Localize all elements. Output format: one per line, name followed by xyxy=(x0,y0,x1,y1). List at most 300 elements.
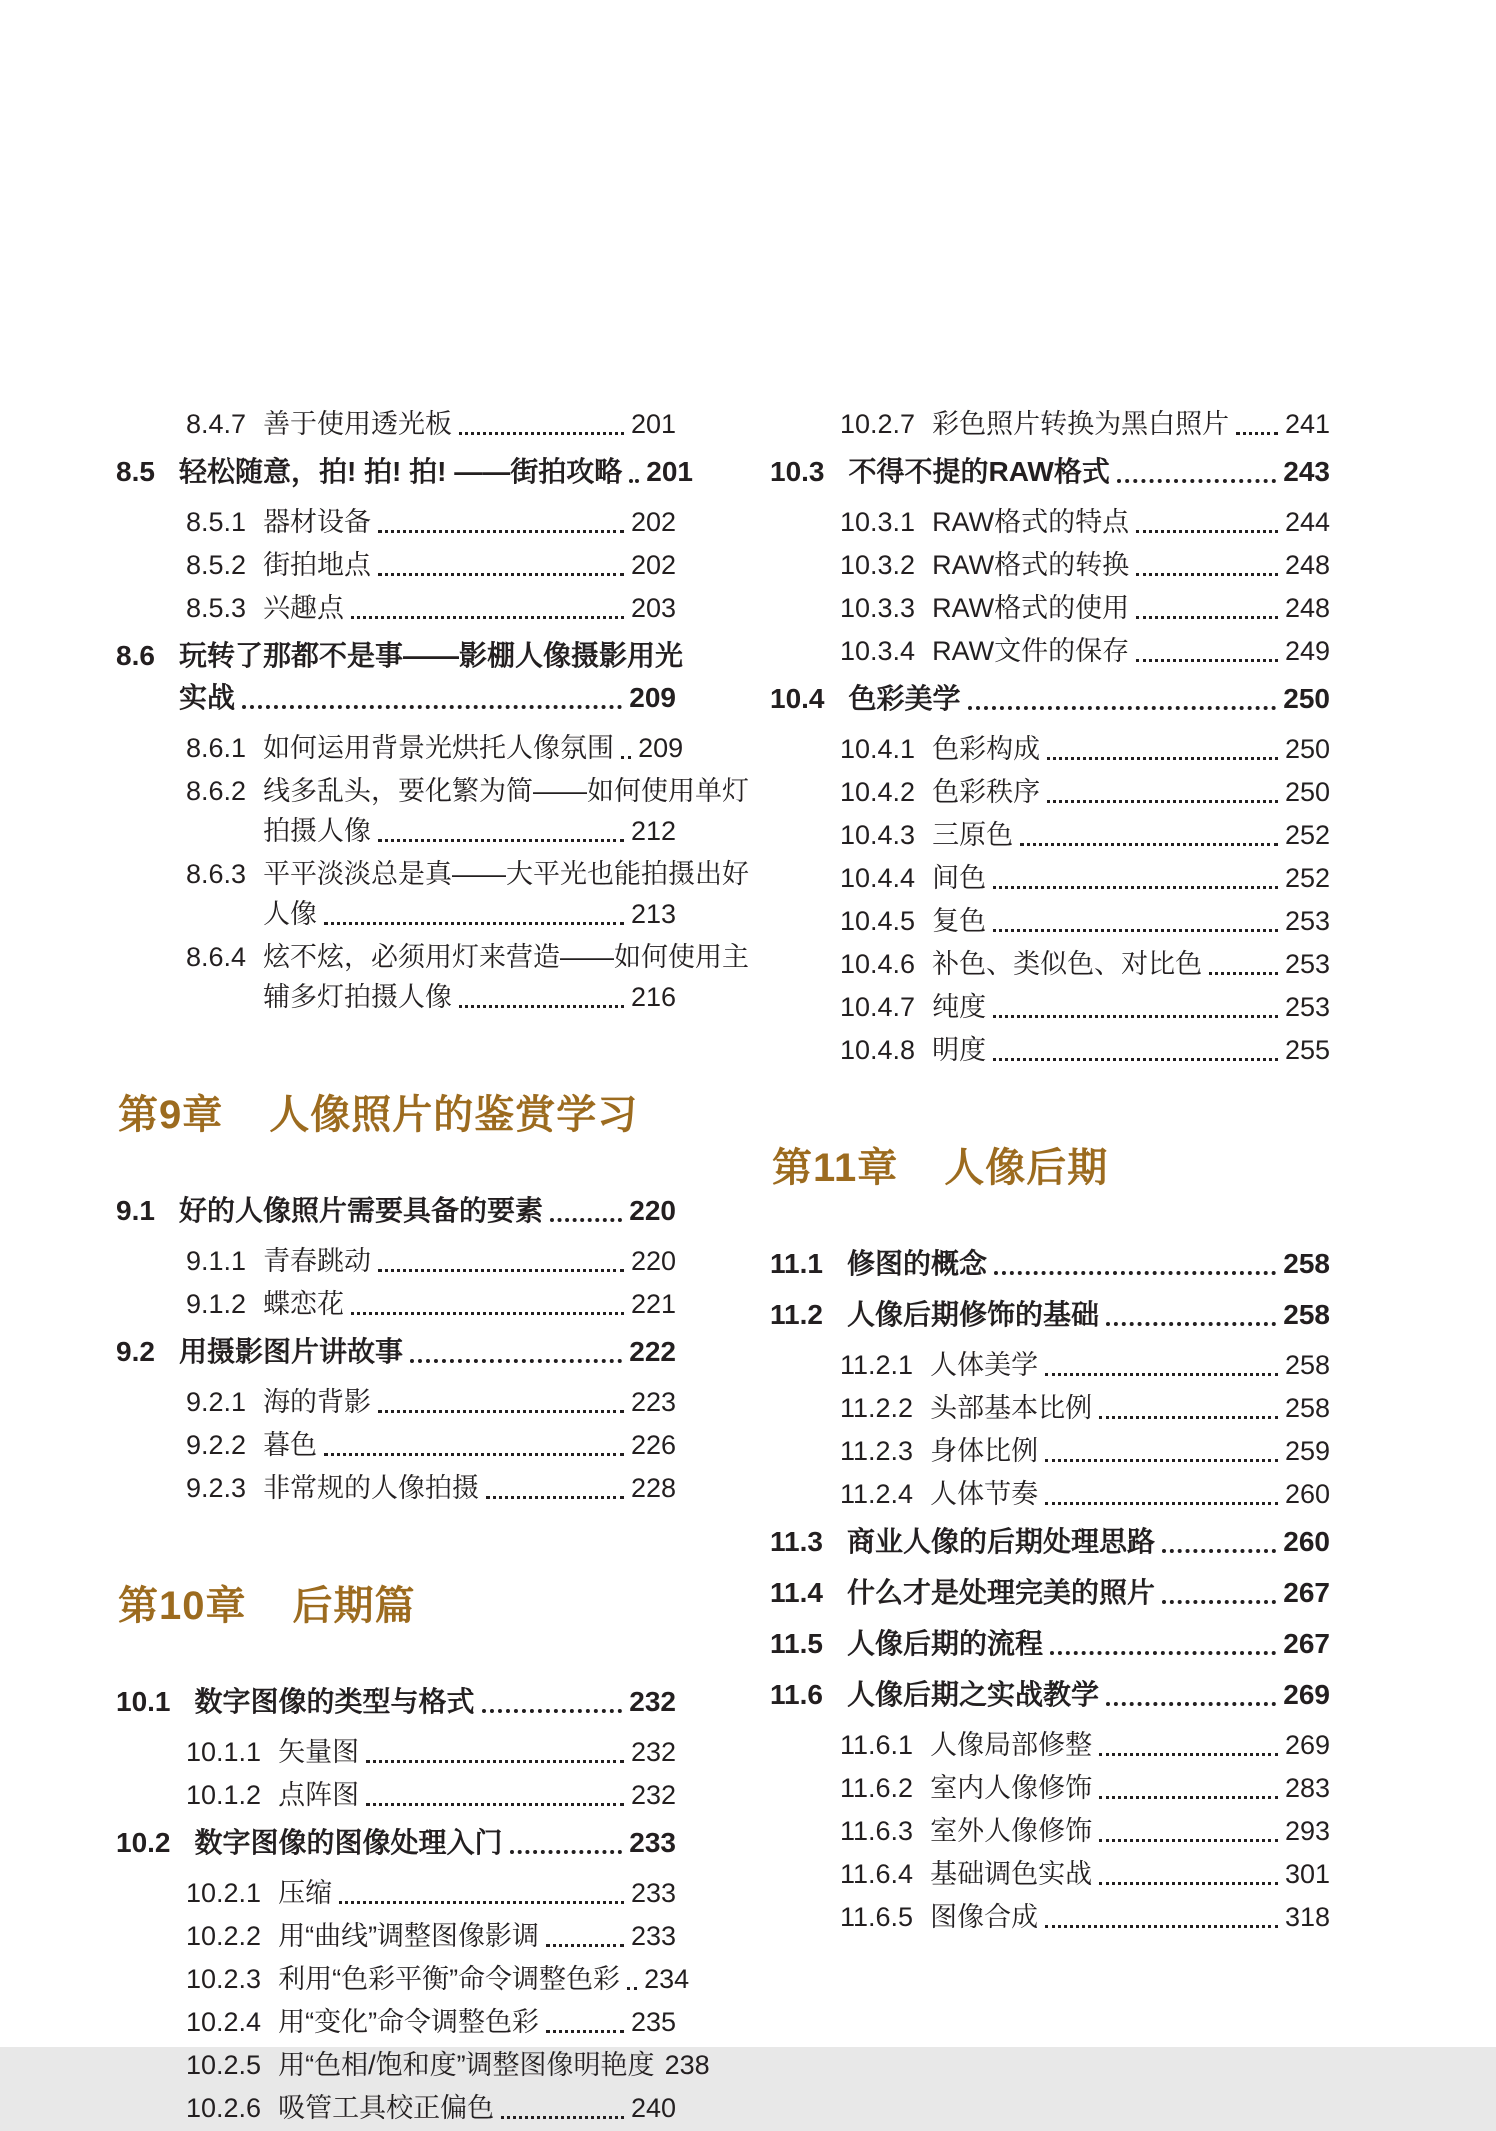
dot-leader xyxy=(242,705,622,709)
entry-number: 11.6.2 xyxy=(840,1773,914,1803)
page-number: 233 xyxy=(629,1827,676,1858)
dot-leader xyxy=(1162,1600,1276,1604)
entry-title: 人体美学 xyxy=(930,1350,1039,1380)
entry-title: 人像后期修饰的基础 xyxy=(846,1299,1099,1330)
toc-entry xyxy=(770,1294,1330,1336)
entry-line xyxy=(932,944,1330,984)
toc-column-left xyxy=(116,404,750,2131)
entry-line xyxy=(932,502,1330,542)
entry-body xyxy=(278,1775,676,1815)
page-number: 203 xyxy=(630,593,676,623)
dot-leader xyxy=(546,2030,624,2033)
dot-leader xyxy=(378,530,624,533)
entry-title: 器材设备 xyxy=(263,507,372,537)
dot-leader xyxy=(993,886,1278,889)
page-number: 253 xyxy=(1284,906,1330,936)
page-number: 252 xyxy=(1284,863,1330,893)
entry-body xyxy=(930,1345,1330,1385)
dot-leader xyxy=(501,2116,624,2119)
entry-number: 10.2.7 xyxy=(840,409,916,439)
toc-entry xyxy=(770,678,1330,720)
toc-entry xyxy=(840,1854,1330,1894)
entry-body xyxy=(849,678,1331,720)
entry-title: 数字图像的类型与格式 xyxy=(194,1686,475,1717)
entry-number: 10.4.3 xyxy=(840,820,916,850)
dot-leader xyxy=(1236,432,1278,435)
page-number: 249 xyxy=(1284,636,1330,666)
entry-line xyxy=(847,1294,1330,1336)
entry-line xyxy=(195,1822,677,1864)
dot-leader xyxy=(550,1218,622,1222)
entry-body xyxy=(930,1768,1330,1808)
entry-number: 10.1.1 xyxy=(186,1737,262,1767)
page-number: 248 xyxy=(1284,550,1330,580)
dot-leader xyxy=(1136,573,1278,576)
toc-entry xyxy=(186,2002,676,2042)
entry-number: 10.4.6 xyxy=(840,949,916,979)
page-number: 222 xyxy=(629,1336,676,1367)
entry-line xyxy=(932,588,1330,628)
entry-title: 数字图像的图像处理入门 xyxy=(194,1827,503,1858)
entry-body xyxy=(263,1284,676,1324)
toc-entry xyxy=(840,1768,1330,1808)
entry-body xyxy=(930,1388,1330,1428)
dot-leader xyxy=(1136,616,1278,619)
toc-entry xyxy=(840,631,1330,671)
entry-number: 11.6.4 xyxy=(840,1859,914,1889)
entry-title: 暮色 xyxy=(263,1430,318,1460)
dot-leader xyxy=(1162,1549,1276,1553)
dot-leader xyxy=(1050,1651,1276,1655)
page-number: 293 xyxy=(1284,1816,1330,1846)
entry-body xyxy=(932,545,1330,585)
dot-leader xyxy=(993,1015,1278,1018)
entry-line xyxy=(263,588,676,628)
entry-body xyxy=(278,2002,676,2042)
entry-body xyxy=(263,937,750,1017)
entry-body xyxy=(263,728,684,768)
entry-line xyxy=(195,1681,677,1723)
entry-title: 什么才是处理完美的照片 xyxy=(846,1577,1155,1608)
toc-entry xyxy=(186,1241,676,1281)
entry-body xyxy=(847,1572,1330,1614)
entry-title: 修图的概念 xyxy=(846,1248,987,1279)
entry-number: 11.6 xyxy=(770,1679,823,1710)
entry-title: 实战 xyxy=(178,682,235,713)
toc-column-right xyxy=(770,404,1330,1940)
entry-number: 10.4.2 xyxy=(840,777,916,807)
toc-entry xyxy=(116,451,693,493)
entry-title: 彩色照片转换为黑白照片 xyxy=(932,409,1230,439)
entry-line xyxy=(263,977,676,1017)
page-number: 258 xyxy=(1284,1393,1330,1423)
entry-line xyxy=(263,1284,676,1324)
entry-line xyxy=(930,1388,1330,1428)
entry-line xyxy=(278,2045,710,2085)
entry-number: 8.5 xyxy=(116,456,155,487)
dot-leader xyxy=(1136,659,1278,662)
toc-entry xyxy=(840,987,1330,1027)
entry-body xyxy=(263,1241,676,1281)
entry-number: 10.4.8 xyxy=(840,1035,916,1065)
entry-title: 非常规的人像拍摄 xyxy=(263,1473,480,1503)
page-number: 233 xyxy=(630,1921,676,1951)
entry-body xyxy=(179,1331,676,1373)
entry-line xyxy=(179,677,676,719)
entry-line xyxy=(849,451,1331,493)
page-number: 258 xyxy=(1284,1350,1330,1380)
entry-number: 11.2.4 xyxy=(840,1479,914,1509)
page-number: 240 xyxy=(630,2093,676,2123)
page-number: 250 xyxy=(1283,683,1330,714)
entry-line xyxy=(263,545,676,585)
entry-title: 吸管工具校正偏色 xyxy=(278,2093,495,2123)
page-number: 201 xyxy=(646,456,693,487)
page-number: 233 xyxy=(630,1878,676,1908)
entry-title: 玩转了那都不是事——影棚人像摄影用光 xyxy=(178,640,683,671)
entry-line xyxy=(930,1897,1330,1937)
dot-leader xyxy=(324,1453,624,1456)
toc-entry xyxy=(840,588,1330,628)
entry-line xyxy=(263,1382,676,1422)
page-number: 269 xyxy=(1283,1679,1330,1710)
entry-body xyxy=(178,635,683,719)
entry-title: 好的人像照片需要具备的要素 xyxy=(178,1195,543,1226)
entry-number: 11.6.5 xyxy=(840,1902,914,1932)
entry-title: 用“曲线”调整图像影调 xyxy=(278,1921,540,1951)
toc-entry xyxy=(770,1521,1330,1563)
entry-body xyxy=(195,1681,677,1723)
toc-entry xyxy=(116,1822,676,1864)
entry-number: 8.6.1 xyxy=(186,733,247,763)
toc-entry xyxy=(840,901,1330,941)
entry-body xyxy=(263,771,750,851)
chapter-title: 后期篇 xyxy=(292,1584,416,1628)
page-number: 259 xyxy=(1284,1436,1330,1466)
entry-title: 三原色 xyxy=(932,820,1014,850)
entry-body xyxy=(847,1243,1330,1285)
page-number: 267 xyxy=(1283,1628,1330,1659)
entry-title: 街拍地点 xyxy=(263,550,372,580)
entry-title: 色彩美学 xyxy=(848,683,961,714)
entry-body xyxy=(278,2088,676,2128)
entry-number: 8.5.3 xyxy=(186,593,247,623)
entry-number: 11.2 xyxy=(770,1299,823,1330)
entry-line xyxy=(278,1873,676,1913)
entry-title: 轻松随意，拍! 拍! 拍! ——街拍攻略 xyxy=(178,456,623,487)
entry-body xyxy=(930,1725,1330,1765)
entry-line xyxy=(178,635,683,677)
entry-body xyxy=(263,588,676,628)
toc-entry xyxy=(186,404,676,444)
dot-leader xyxy=(378,573,624,576)
toc-entry xyxy=(840,1725,1330,1765)
toc-entry xyxy=(840,1811,1330,1851)
entry-number: 10.1.2 xyxy=(186,1780,262,1810)
entry-title: 基础调色实战 xyxy=(930,1859,1093,1889)
entry-title: 压缩 xyxy=(278,1878,333,1908)
entry-line xyxy=(932,729,1330,769)
entry-title: 平平淡淡总是真——大平光也能拍摄出好 xyxy=(263,859,750,889)
toc-entry xyxy=(186,1425,676,1465)
page-number: 209 xyxy=(629,682,676,713)
page-number: 213 xyxy=(630,899,676,929)
entry-line xyxy=(263,811,676,851)
entry-line xyxy=(847,1623,1330,1665)
entry-line xyxy=(278,1916,676,1956)
dot-leader xyxy=(1020,843,1278,846)
entry-title: 拍摄人像 xyxy=(263,816,372,846)
toc-entry xyxy=(840,1431,1330,1471)
entry-line xyxy=(930,1811,1330,1851)
page-number: 260 xyxy=(1283,1526,1330,1557)
entry-title: 兴趣点 xyxy=(263,593,345,623)
chapter-number: 第9章 xyxy=(118,1093,224,1137)
entry-line xyxy=(930,1768,1330,1808)
entry-title: 补色、类似色、对比色 xyxy=(932,949,1203,979)
entry-body xyxy=(932,858,1330,898)
dot-leader xyxy=(378,839,624,842)
entry-title: 线多乱头，要化繁为简——如何使用单灯 xyxy=(263,776,750,806)
entry-line xyxy=(932,772,1330,812)
entry-line xyxy=(263,771,750,811)
entry-number: 10.4.5 xyxy=(840,906,916,936)
toc-entry xyxy=(186,2088,676,2128)
entry-title: 蝶恋花 xyxy=(263,1289,345,1319)
entry-line xyxy=(179,1190,676,1232)
page-number: 244 xyxy=(1284,507,1330,537)
entry-title: 人像后期的流程 xyxy=(846,1628,1043,1659)
entry-number: 10.3.2 xyxy=(840,550,916,580)
toc-entry xyxy=(186,1468,676,1508)
chapter-heading xyxy=(772,1136,1330,1193)
dot-leader xyxy=(324,922,624,925)
toc-entry xyxy=(840,1030,1330,1070)
toc-entry xyxy=(186,771,750,851)
entry-title: RAW文件的保存 xyxy=(932,636,1130,666)
entry-line xyxy=(278,1732,676,1772)
entry-body xyxy=(932,588,1330,628)
page-number: 269 xyxy=(1284,1730,1330,1760)
dot-leader xyxy=(1099,1416,1278,1419)
entry-line xyxy=(932,1030,1330,1070)
page-number: 216 xyxy=(630,982,676,1012)
entry-body xyxy=(932,404,1330,444)
entry-body xyxy=(263,1468,676,1508)
dot-leader xyxy=(1099,1753,1278,1756)
entry-number: 9.2.2 xyxy=(186,1430,247,1460)
entry-body xyxy=(263,502,676,542)
entry-line xyxy=(263,502,676,542)
page-number: 202 xyxy=(630,507,676,537)
entry-line xyxy=(278,1959,690,1999)
dot-leader xyxy=(993,929,1278,932)
entry-line xyxy=(930,1345,1330,1385)
entry-number: 10.2 xyxy=(116,1827,171,1858)
page-number: 228 xyxy=(630,1473,676,1503)
entry-body xyxy=(932,901,1330,941)
chapter-title: 人像后期 xyxy=(944,1146,1109,1190)
entry-line xyxy=(847,1674,1330,1716)
toc-entry xyxy=(186,1959,690,1999)
entry-body xyxy=(278,1732,676,1772)
toc-entry xyxy=(770,1572,1330,1614)
entry-number: 9.1 xyxy=(116,1195,155,1226)
entry-number: 9.2 xyxy=(116,1336,155,1367)
toc-entry xyxy=(840,729,1330,769)
entry-title: 人像 xyxy=(263,899,318,929)
page-number: 226 xyxy=(630,1430,676,1460)
entry-title: 复色 xyxy=(932,906,987,936)
dot-leader xyxy=(351,616,624,619)
entry-line xyxy=(263,937,750,977)
toc-entry xyxy=(116,1190,676,1232)
dot-leader xyxy=(629,479,639,483)
toc-entry xyxy=(186,588,676,628)
page-number: 253 xyxy=(1284,992,1330,1022)
page-number: 283 xyxy=(1284,1773,1330,1803)
entry-title: 用“色相/饱和度”调整图像明艳度 xyxy=(278,2050,655,2080)
toc-entry xyxy=(840,1474,1330,1514)
entry-body xyxy=(195,1822,677,1864)
toc-entry xyxy=(186,2045,710,2085)
toc-entry xyxy=(840,545,1330,585)
toc-entry xyxy=(186,854,750,934)
entry-number: 10.1 xyxy=(116,1686,171,1717)
entry-body xyxy=(179,1190,676,1232)
entry-number: 11.2.3 xyxy=(840,1436,914,1466)
entry-number: 10.3.1 xyxy=(840,507,916,537)
entry-number: 11.6.1 xyxy=(840,1730,914,1760)
dot-leader xyxy=(378,1410,624,1413)
entry-number: 10.2.2 xyxy=(186,1921,262,1951)
toc-entry xyxy=(840,944,1330,984)
entry-body xyxy=(932,987,1330,1027)
entry-line xyxy=(932,858,1330,898)
dot-leader xyxy=(486,1496,624,1499)
entry-title: 纯度 xyxy=(932,992,987,1022)
entry-body xyxy=(932,1030,1330,1070)
entry-title: 用摄影图片讲故事 xyxy=(178,1336,403,1367)
page-number: 250 xyxy=(1284,777,1330,807)
dot-leader xyxy=(1099,1839,1278,1842)
entry-number: 10.4.1 xyxy=(840,734,916,764)
entry-title: 利用“色彩平衡”命令调整色彩 xyxy=(278,1964,621,1994)
entry-line xyxy=(932,901,1330,941)
entry-number: 8.4.7 xyxy=(186,409,247,439)
entry-body xyxy=(932,772,1330,812)
toc-entry xyxy=(186,937,750,1017)
entry-title: RAW格式的转换 xyxy=(932,550,1130,580)
entry-title: 间色 xyxy=(932,863,987,893)
entry-title: RAW格式的特点 xyxy=(932,507,1130,537)
entry-number: 10.2.1 xyxy=(186,1878,262,1908)
dot-leader xyxy=(1047,800,1278,803)
entry-title: 身体比例 xyxy=(930,1436,1039,1466)
toc-entry xyxy=(840,404,1330,444)
entry-number: 8.6.4 xyxy=(186,942,247,972)
page-number: 255 xyxy=(1284,1035,1330,1065)
dot-leader xyxy=(378,1269,624,1272)
entry-body xyxy=(263,404,676,444)
toc-entry xyxy=(840,815,1330,855)
entry-body xyxy=(278,1916,676,1956)
toc-entry xyxy=(186,1382,676,1422)
entry-number: 9.2.1 xyxy=(186,1387,247,1417)
entry-line xyxy=(263,854,750,894)
entry-line xyxy=(263,1241,676,1281)
entry-body xyxy=(847,1674,1330,1716)
entry-line xyxy=(932,545,1330,585)
toc-entry xyxy=(186,1916,676,1956)
entry-number: 8.5.2 xyxy=(186,550,247,580)
entry-title: RAW格式的使用 xyxy=(932,593,1130,623)
entry-body xyxy=(847,1521,1330,1563)
dot-leader xyxy=(366,1760,624,1763)
entry-line xyxy=(278,2002,676,2042)
dot-leader xyxy=(1117,479,1276,483)
entry-number: 11.6.3 xyxy=(840,1816,914,1846)
page-number: 235 xyxy=(630,2007,676,2037)
dot-leader xyxy=(627,1987,637,1990)
entry-line xyxy=(263,1425,676,1465)
entry-title: 头部基本比例 xyxy=(930,1393,1093,1423)
entry-title: 室外人像修饰 xyxy=(930,1816,1093,1846)
entry-title: 善于使用透光板 xyxy=(263,409,453,439)
entry-number: 10.2.5 xyxy=(186,2050,262,2080)
entry-title: 用“变化”命令调整色彩 xyxy=(278,2007,540,2037)
dot-leader xyxy=(1045,1502,1278,1505)
toc-entry xyxy=(770,451,1330,493)
toc-entry xyxy=(116,635,683,719)
entry-line xyxy=(847,1572,1330,1614)
entry-title: 炫不炫，必须用灯来营造——如何使用主 xyxy=(263,942,750,972)
entry-number: 11.3 xyxy=(770,1526,823,1557)
entry-title: 明度 xyxy=(932,1035,987,1065)
entry-body xyxy=(278,2045,710,2085)
dot-leader xyxy=(351,1312,624,1315)
entry-body xyxy=(932,502,1330,542)
chapter-number: 第11章 xyxy=(772,1146,899,1190)
entry-number: 11.4 xyxy=(770,1577,823,1608)
entry-number: 8.6 xyxy=(116,640,155,671)
toc-entry xyxy=(116,1681,676,1723)
entry-body xyxy=(932,815,1330,855)
toc-entry xyxy=(186,1873,676,1913)
toc-entry xyxy=(186,1775,676,1815)
entry-body xyxy=(932,944,1330,984)
dot-leader xyxy=(459,432,624,435)
toc-entry xyxy=(840,858,1330,898)
entry-number: 10.3 xyxy=(770,456,825,487)
page-number: 253 xyxy=(1284,949,1330,979)
entry-title: 如何运用背景光烘托人像氛围 xyxy=(263,733,615,763)
entry-title: 不得不提的RAW格式 xyxy=(848,456,1110,487)
dot-leader xyxy=(1045,1373,1278,1376)
dot-leader xyxy=(994,1271,1276,1275)
dot-leader xyxy=(366,1803,624,1806)
toc-entry xyxy=(840,1345,1330,1385)
chapter-heading xyxy=(118,1083,676,1140)
page-number: 243 xyxy=(1283,456,1330,487)
entry-line xyxy=(932,404,1330,444)
entry-title: 色彩构成 xyxy=(932,734,1041,764)
entry-line xyxy=(932,987,1330,1027)
entry-line xyxy=(930,1725,1330,1765)
chapter-heading xyxy=(118,1574,676,1631)
entry-title: 青春跳动 xyxy=(263,1246,372,1276)
entry-number: 8.6.3 xyxy=(186,859,247,889)
